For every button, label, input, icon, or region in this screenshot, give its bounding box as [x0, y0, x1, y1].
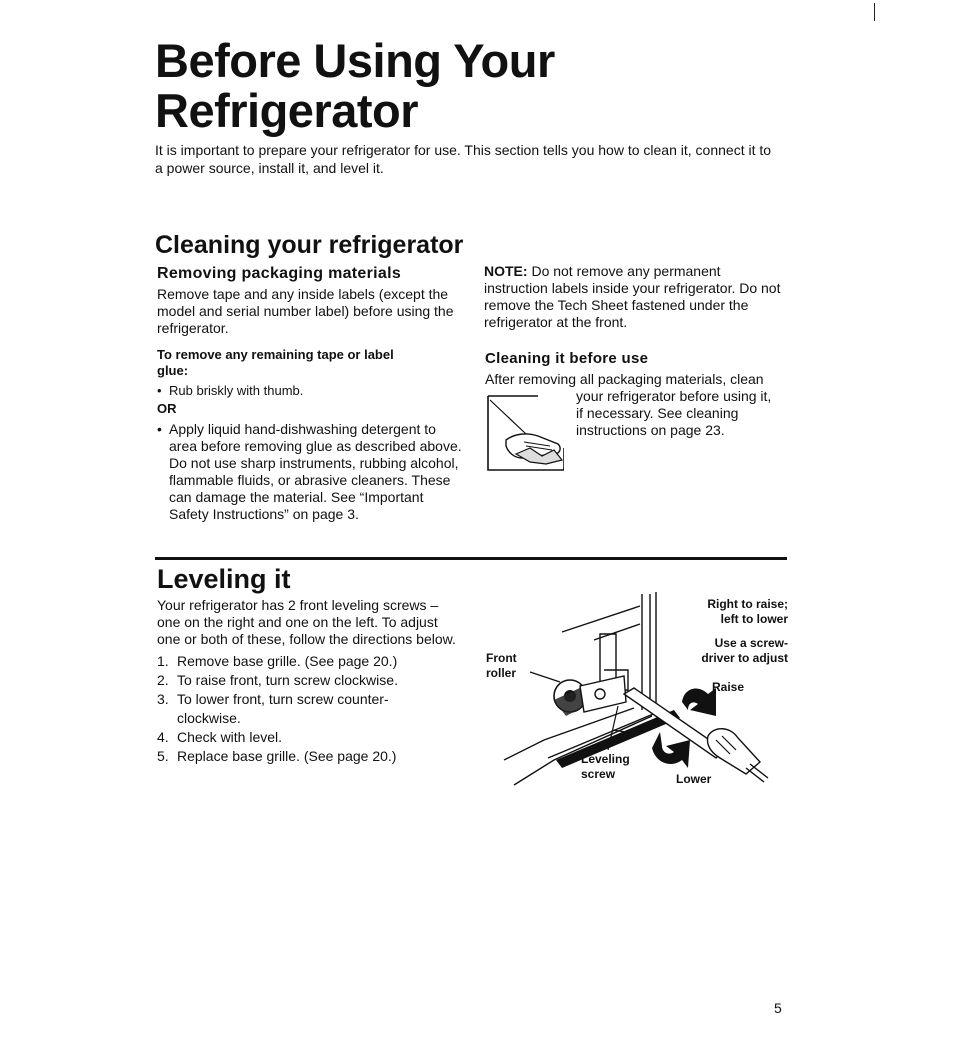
front-roller-label: Front roller — [486, 651, 517, 680]
bullet-detergent — [157, 421, 462, 523]
margin-mark — [874, 3, 875, 21]
cleaning-heading: Cleaning your refrigerator — [155, 231, 464, 259]
bullet-rub — [157, 382, 462, 399]
before-use-line1: After removing all packaging materials, clean — [485, 371, 764, 387]
note-label: NOTE: — [484, 263, 528, 279]
bullet-dot: • — [157, 383, 162, 398]
removing-heading: Removing packaging materials — [157, 265, 402, 282]
step-4: 4. Check with level. — [157, 729, 283, 745]
before-use-body: your refrigerator before using it, if necessary. See cleaning instructions on page 23. — [576, 388, 772, 438]
bullet-detergent-text: Apply liquid hand-dishwashing detergent to area before removing glue as described above. Do not use sharp instruments, rubbing alcohol, flammable fluids, or abrasive cleaners. These can damage the material. See “Important Safety Instructions” on page 3. — [169, 421, 462, 522]
bullet-dot: • — [157, 421, 162, 437]
leveling-steps — [157, 652, 457, 766]
section-divider — [155, 557, 787, 560]
leveling-column — [157, 597, 457, 766]
removing-body: Remove tape and any inside labels (except the model and serial number label) before using the refrigerator. — [157, 286, 454, 336]
right-to-raise-label: Right to raise; left to lower — [707, 597, 788, 626]
note-column — [484, 263, 784, 331]
tape-heading: To remove any remaining tape or label glue: — [157, 347, 394, 378]
note-paragraph — [484, 263, 784, 331]
raise-label: Raise — [712, 680, 745, 694]
bullet-rub-text: Rub briskly with thumb. — [169, 383, 304, 398]
page-number: 5 — [774, 1000, 782, 1016]
step-1: 1. Remove base grille. (See page 20.) — [157, 653, 398, 669]
use-screwdriver-label: Use a screw-driver to adjust — [701, 636, 788, 665]
leveling-heading: Leveling it — [157, 564, 291, 594]
step-5: 5. Replace base grille. (See page 20.) — [157, 748, 397, 764]
before-use-heading: Cleaning it before use — [485, 350, 649, 367]
leveling-body: Your refrigerator has 2 front leveling screws – one on the right and one on the left. To adjust one or both of these, follow the directions below. — [157, 597, 456, 647]
note-text: Do not remove any permanent instruction labels inside your refrigerator. Do not remove the Tech Sheet fastened under the refrigerator at the front. — [484, 263, 781, 330]
intro-paragraph: It is important to prepare your refrigerator for use. This section tells you how to clean it, connect it to a power source, install it, and level it. — [155, 142, 772, 176]
step-3: 3. To lower front, turn screw counter-clockwise. — [157, 691, 389, 726]
leveling-screw-label: Leveling screw — [581, 752, 630, 781]
or-label: OR — [157, 401, 177, 416]
removing-column — [157, 264, 462, 523]
lower-label: Lower — [676, 772, 712, 786]
page-title: Before Using Your Refrigerator — [155, 34, 555, 137]
hand-wiping-cloth-icon — [486, 394, 564, 472]
step-2: 2. To raise front, turn screw clockwise. — [157, 672, 398, 688]
